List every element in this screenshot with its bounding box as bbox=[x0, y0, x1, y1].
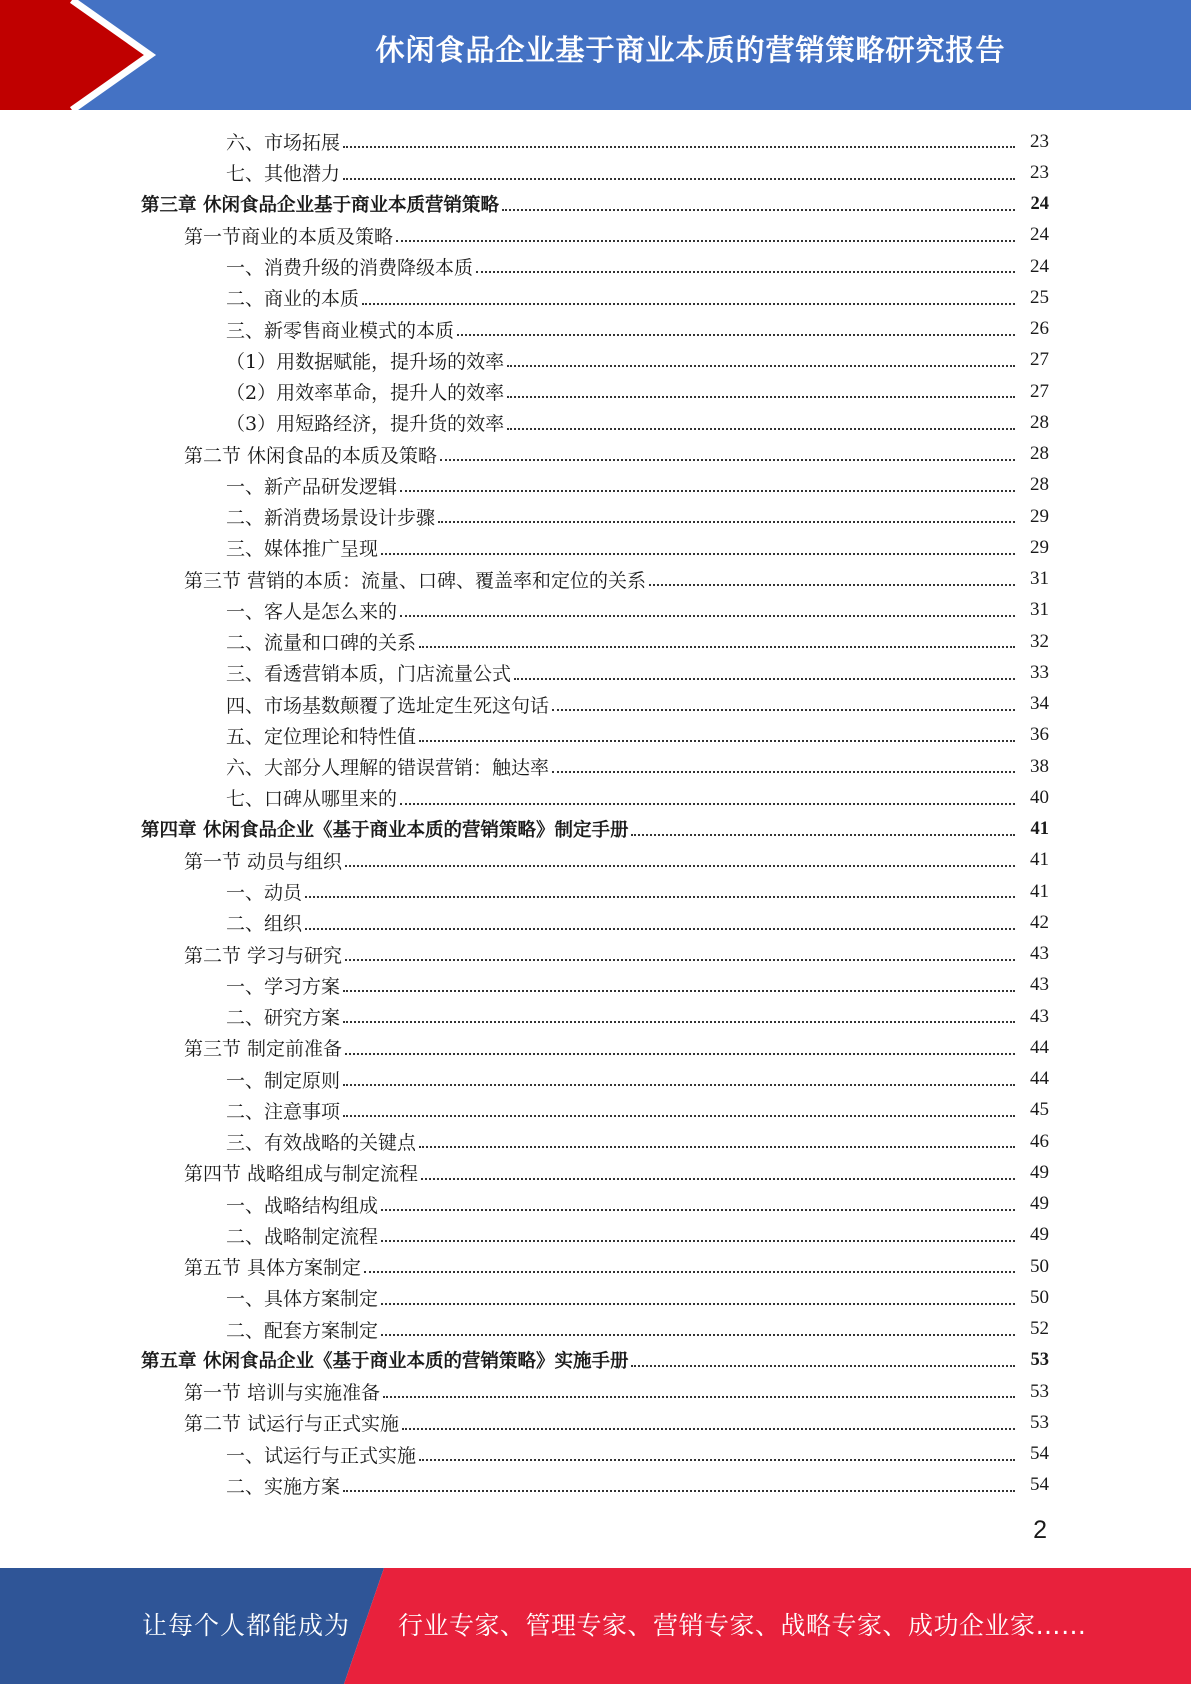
toc-subsection-entry[interactable] bbox=[0, 1470, 1191, 1501]
toc-entry-page: 29 bbox=[1030, 505, 1049, 527]
toc-subsection-entry[interactable] bbox=[0, 345, 1191, 376]
toc-entry-label: 第五节 具体方案制定 bbox=[184, 1257, 362, 1280]
toc-dot-leader bbox=[364, 1270, 1015, 1273]
toc-entry-page: 45 bbox=[1030, 1099, 1049, 1121]
toc-subsection-entry[interactable] bbox=[0, 470, 1191, 501]
toc-subsection-entry[interactable] bbox=[0, 501, 1191, 532]
toc-section-entry[interactable] bbox=[0, 439, 1191, 470]
toc-entry-label: 二、战略制定流程 bbox=[226, 1225, 379, 1248]
toc-entry-label: 七、其他潜力 bbox=[226, 163, 341, 186]
toc-dot-leader bbox=[502, 208, 1015, 211]
toc-entry-label: 二、实施方案 bbox=[226, 1475, 341, 1498]
toc-entry-label: （3）用短路经济，提升货的效率 bbox=[226, 413, 505, 436]
toc-entry-page: 38 bbox=[1030, 755, 1049, 777]
toc-dot-leader bbox=[631, 1364, 1015, 1367]
toc-entry-page: 27 bbox=[1030, 349, 1049, 371]
toc-subsection-entry[interactable] bbox=[0, 1282, 1191, 1313]
toc-entry-page: 54 bbox=[1030, 1443, 1049, 1465]
toc-entry-page: 31 bbox=[1030, 599, 1049, 621]
toc-chapter-entry[interactable] bbox=[0, 189, 1191, 220]
toc-entry-label: 三、有效战略的关键点 bbox=[226, 1132, 417, 1155]
toc-subsection-entry[interactable] bbox=[0, 1220, 1191, 1251]
toc-entry-page: 46 bbox=[1030, 1130, 1049, 1152]
toc-entry-label: （1）用数据赋能，提升场的效率 bbox=[226, 350, 505, 373]
toc-entry-label: 第四节 战略组成与制定流程 bbox=[184, 1163, 419, 1186]
toc-entry-label: 三、新零售商业模式的本质 bbox=[226, 319, 455, 342]
toc-entry-label: 二、组织 bbox=[226, 913, 303, 936]
toc-entry-page: 43 bbox=[1030, 1005, 1049, 1027]
page-number: 2 bbox=[1033, 1516, 1047, 1544]
toc-subsection-entry[interactable] bbox=[0, 720, 1191, 751]
toc-entry-page: 23 bbox=[1030, 161, 1049, 183]
toc-subsection-entry[interactable] bbox=[0, 376, 1191, 407]
toc-entry-label: 第三节 制定前准备 bbox=[184, 1038, 343, 1061]
toc-dot-leader bbox=[400, 802, 1015, 805]
toc-entry-page: 27 bbox=[1030, 380, 1049, 402]
toc-dot-leader bbox=[649, 583, 1015, 586]
toc-subsection-entry[interactable] bbox=[0, 532, 1191, 563]
toc-subsection-entry[interactable] bbox=[0, 595, 1191, 626]
toc-dot-leader bbox=[305, 895, 1015, 898]
toc-entry-label: 六、市场拓展 bbox=[226, 132, 341, 155]
toc-dot-leader bbox=[457, 333, 1015, 336]
document-title: 休闲食品企业基于商业本质的营销策略研究报告 bbox=[375, 33, 1006, 67]
toc-entry-label: 四、市场基数颠覆了选址定生死这句话 bbox=[226, 694, 550, 717]
toc-entry-label: 五、定位理论和特性值 bbox=[226, 725, 417, 748]
toc-entry-label: （2）用效率革命，提升人的效率 bbox=[226, 382, 505, 405]
toc-entry-page: 32 bbox=[1030, 630, 1049, 652]
toc-subsection-entry[interactable] bbox=[0, 251, 1191, 282]
toc-dot-leader bbox=[343, 177, 1015, 180]
toc-dot-leader bbox=[343, 1114, 1015, 1117]
toc-subsection-entry[interactable] bbox=[0, 157, 1191, 188]
toc-subsection-entry[interactable] bbox=[0, 689, 1191, 720]
toc-entry-page: 24 bbox=[1030, 224, 1049, 246]
toc-entry-page: 49 bbox=[1030, 1224, 1049, 1246]
toc-entry-page: 44 bbox=[1030, 1068, 1049, 1090]
toc-section-entry[interactable] bbox=[0, 1251, 1191, 1282]
footer-slogan: 让每个人都能成为 bbox=[142, 1611, 351, 1640]
toc-entry-label: 二、研究方案 bbox=[226, 1007, 341, 1030]
toc-section-entry[interactable] bbox=[0, 845, 1191, 876]
toc-entry-label: 一、新产品研发逻辑 bbox=[226, 475, 398, 498]
toc-subsection-entry[interactable] bbox=[0, 907, 1191, 938]
toc-subsection-entry[interactable] bbox=[0, 407, 1191, 438]
toc-entry-label: 第四章 休闲食品企业《基于商业本质的营销策略》制定手册 bbox=[141, 820, 629, 842]
toc-section-entry[interactable] bbox=[0, 1376, 1191, 1407]
toc-entry-page: 53 bbox=[1030, 1380, 1049, 1402]
toc-entry-label: 第二节 试运行与正式实施 bbox=[184, 1413, 400, 1436]
toc-dot-leader bbox=[396, 239, 1015, 242]
table-of-contents bbox=[0, 126, 1191, 1501]
toc-dot-leader bbox=[507, 395, 1015, 398]
toc-entry-label: 第一节 培训与实施准备 bbox=[184, 1382, 381, 1405]
toc-subsection-entry[interactable] bbox=[0, 751, 1191, 782]
toc-dot-leader bbox=[476, 270, 1015, 273]
toc-subsection-entry[interactable] bbox=[0, 782, 1191, 813]
toc-subsection-entry[interactable] bbox=[0, 970, 1191, 1001]
toc-dot-leader bbox=[552, 770, 1015, 773]
toc-entry-label: 第三章 休闲食品企业基于商业本质营销策略 bbox=[141, 195, 499, 217]
toc-entry-label: 第三节 营销的本质：流量、口碑、覆盖率和定位的关系 bbox=[184, 569, 647, 592]
toc-entry-page: 50 bbox=[1030, 1255, 1049, 1277]
toc-entry-page: 53 bbox=[1030, 1349, 1049, 1370]
toc-subsection-entry[interactable] bbox=[0, 1439, 1191, 1470]
toc-subsection-entry[interactable] bbox=[0, 282, 1191, 313]
toc-entry-label: 二、商业的本质 bbox=[226, 288, 360, 311]
toc-subsection-entry[interactable] bbox=[0, 1001, 1191, 1032]
toc-entry-label: 二、新消费场景设计步骤 bbox=[226, 507, 436, 530]
footer-roles: 行业专家、管理专家、营销专家、战略专家、成功企业家…… bbox=[398, 1611, 1087, 1640]
toc-entry-page: 34 bbox=[1030, 693, 1049, 715]
toc-chapter-entry[interactable] bbox=[0, 814, 1191, 845]
toc-subsection-entry[interactable] bbox=[0, 1126, 1191, 1157]
toc-dot-leader bbox=[381, 552, 1015, 555]
toc-entry-page: 28 bbox=[1030, 474, 1049, 496]
toc-entry-page: 54 bbox=[1030, 1474, 1049, 1496]
toc-dot-leader bbox=[419, 1458, 1015, 1461]
toc-entry-page: 52 bbox=[1030, 1318, 1049, 1340]
toc-entry-label: 一、战略结构组成 bbox=[226, 1194, 379, 1217]
toc-entry-page: 41 bbox=[1030, 849, 1049, 871]
toc-chapter-entry[interactable] bbox=[0, 1345, 1191, 1376]
toc-subsection-entry[interactable] bbox=[0, 657, 1191, 688]
toc-entry-page: 41 bbox=[1030, 880, 1049, 902]
toc-entry-label: 七、口碑从哪里来的 bbox=[226, 788, 398, 811]
toc-entry-page: 43 bbox=[1030, 943, 1049, 965]
toc-dot-leader bbox=[343, 1489, 1015, 1492]
toc-section-entry[interactable] bbox=[0, 564, 1191, 595]
toc-entry-page: 42 bbox=[1030, 911, 1049, 933]
toc-dot-leader bbox=[343, 989, 1015, 992]
toc-entry-page: 28 bbox=[1030, 411, 1049, 433]
toc-dot-leader bbox=[381, 1239, 1015, 1242]
toc-entry-page: 53 bbox=[1030, 1411, 1049, 1433]
toc-dot-leader bbox=[362, 302, 1015, 305]
toc-section-entry[interactable] bbox=[0, 220, 1191, 251]
toc-entry-page: 43 bbox=[1030, 974, 1049, 996]
toc-entry-page: 40 bbox=[1030, 786, 1049, 808]
toc-entry-page: 33 bbox=[1030, 661, 1049, 683]
toc-dot-leader bbox=[552, 708, 1015, 711]
toc-dot-leader bbox=[507, 364, 1015, 367]
page-footer bbox=[0, 1568, 1191, 1684]
toc-entry-label: 一、试运行与正式实施 bbox=[226, 1444, 417, 1467]
toc-dot-leader bbox=[345, 1052, 1015, 1055]
toc-entry-page: 50 bbox=[1030, 1286, 1049, 1308]
toc-dot-leader bbox=[381, 1208, 1015, 1211]
toc-dot-leader bbox=[343, 1020, 1015, 1023]
toc-subsection-entry[interactable] bbox=[0, 1095, 1191, 1126]
toc-dot-leader bbox=[514, 677, 1015, 680]
toc-entry-label: 六、大部分人理解的错误营销：触达率 bbox=[226, 757, 550, 780]
toc-dot-leader bbox=[507, 427, 1015, 430]
toc-entry-page: 25 bbox=[1030, 286, 1049, 308]
toc-subsection-entry[interactable] bbox=[0, 1189, 1191, 1220]
toc-dot-leader bbox=[305, 927, 1015, 930]
toc-dot-leader bbox=[402, 1427, 1015, 1430]
toc-entry-label: 二、流量和口碑的关系 bbox=[226, 632, 417, 655]
toc-dot-leader bbox=[419, 739, 1015, 742]
toc-dot-leader bbox=[343, 1083, 1015, 1086]
toc-dot-leader bbox=[343, 145, 1015, 148]
toc-entry-label: 一、客人是怎么来的 bbox=[226, 600, 398, 623]
toc-entry-page: 29 bbox=[1030, 536, 1049, 558]
toc-dot-leader bbox=[345, 958, 1015, 961]
toc-entry-label: 一、制定原则 bbox=[226, 1069, 341, 1092]
toc-entry-page: 36 bbox=[1030, 724, 1049, 746]
toc-section-entry[interactable] bbox=[0, 1157, 1191, 1188]
toc-entry-label: 二、注意事项 bbox=[226, 1100, 341, 1123]
toc-entry-page: 24 bbox=[1030, 193, 1049, 214]
page-header bbox=[0, 0, 1191, 110]
toc-subsection-entry[interactable] bbox=[0, 626, 1191, 657]
toc-subsection-entry[interactable] bbox=[0, 876, 1191, 907]
toc-dot-leader bbox=[381, 1302, 1015, 1305]
toc-entry-label: 一、具体方案制定 bbox=[226, 1288, 379, 1311]
toc-dot-leader bbox=[440, 458, 1015, 461]
toc-entry-label: 第一节商业的本质及策略 bbox=[184, 225, 394, 248]
toc-dot-leader bbox=[419, 1145, 1015, 1148]
toc-subsection-entry[interactable] bbox=[0, 314, 1191, 345]
toc-dot-leader bbox=[421, 1177, 1015, 1180]
toc-entry-page: 23 bbox=[1030, 130, 1049, 152]
toc-entry-page: 44 bbox=[1030, 1036, 1049, 1058]
toc-section-entry[interactable] bbox=[0, 1032, 1191, 1063]
toc-entry-label: 三、看透营销本质，门店流量公式 bbox=[226, 663, 512, 686]
toc-entry-label: 一、消费升级的消费降级本质 bbox=[226, 257, 474, 280]
toc-section-entry[interactable] bbox=[0, 1407, 1191, 1438]
toc-dot-leader bbox=[400, 614, 1015, 617]
toc-entry-label: 一、学习方案 bbox=[226, 975, 341, 998]
toc-dot-leader bbox=[381, 1333, 1015, 1336]
toc-subsection-entry[interactable] bbox=[0, 1314, 1191, 1345]
toc-entry-page: 49 bbox=[1030, 1161, 1049, 1183]
toc-entry-page: 26 bbox=[1030, 318, 1049, 340]
toc-entry-page: 28 bbox=[1030, 443, 1049, 465]
toc-dot-leader bbox=[345, 864, 1015, 867]
toc-entry-label: 第五章 休闲食品企业《基于商业本质的营销策略》实施手册 bbox=[141, 1351, 629, 1373]
toc-section-entry[interactable] bbox=[0, 939, 1191, 970]
toc-entry-label: 二、配套方案制定 bbox=[226, 1319, 379, 1342]
toc-entry-label: 第一节 动员与组织 bbox=[184, 850, 343, 873]
toc-entry-page: 31 bbox=[1030, 568, 1049, 590]
toc-entry-label: 第二节 学习与研究 bbox=[184, 944, 343, 967]
toc-entry-page: 41 bbox=[1030, 818, 1049, 839]
toc-dot-leader bbox=[419, 645, 1015, 648]
toc-dot-leader bbox=[400, 489, 1015, 492]
toc-subsection-entry[interactable] bbox=[0, 1064, 1191, 1095]
toc-entry-page: 24 bbox=[1030, 255, 1049, 277]
toc-entry-label: 三、媒体推广呈现 bbox=[226, 538, 379, 561]
toc-dot-leader bbox=[438, 520, 1015, 523]
toc-entry-page: 49 bbox=[1030, 1193, 1049, 1215]
toc-dot-leader bbox=[631, 833, 1015, 836]
toc-dot-leader bbox=[383, 1395, 1015, 1398]
toc-entry-label: 一、动员 bbox=[226, 882, 303, 905]
toc-entry-label: 第二节 休闲食品的本质及策略 bbox=[184, 444, 438, 467]
toc-subsection-entry[interactable] bbox=[0, 126, 1191, 157]
